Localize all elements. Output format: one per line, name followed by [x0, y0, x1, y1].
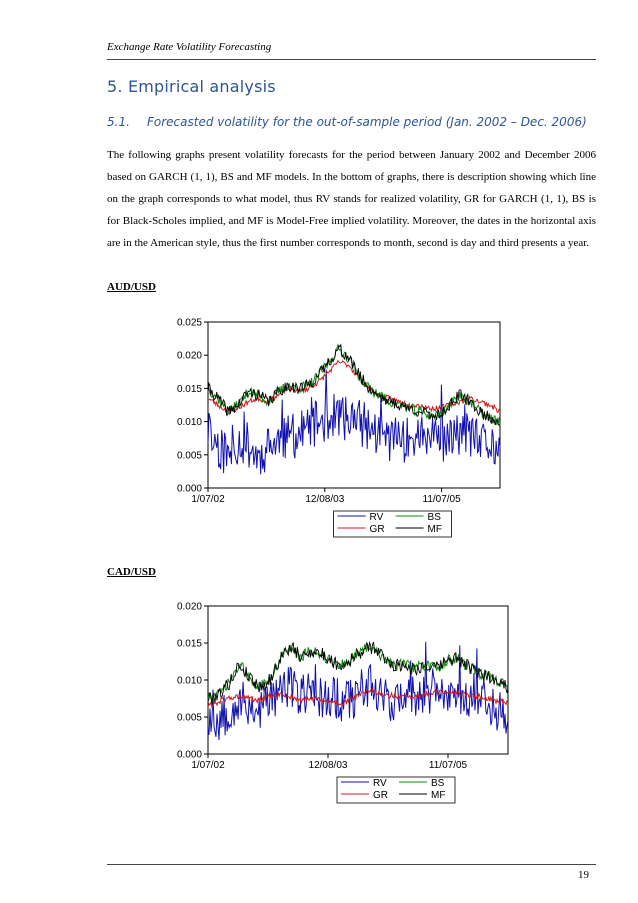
legend-label-mf: MF — [431, 790, 446, 801]
chart-heading-aud-usd: AUD/USD — [107, 281, 156, 293]
x-tick-label: 12/08/03 — [308, 760, 348, 771]
plot-frame — [208, 322, 500, 488]
x-tick-label: 11/07/05 — [422, 494, 461, 505]
series-line-rv — [208, 642, 508, 740]
legend-label-rv: RV — [369, 512, 384, 523]
subsection-title: Forecasted volatility for the out-of-sample period (Jan. 2002 – Dec. 2006) — [147, 115, 587, 129]
y-tick-label: 0.015 — [176, 638, 202, 650]
y-tick-label: 0.010 — [176, 417, 202, 429]
x-tick-label: 11/07/05 — [428, 760, 468, 771]
body-paragraph: The following graphs present volatility forecasts for the period between January 2002 and December 2006 based on GARCH (1, 1), BS and MF models. In the bottom of graphs, there is description showing which line on the graph corresponds to what model, thus RV stands for realized volatility, GR for GARCH (1, 1), BS is for Black-Scholes implied, and MF is Model-Free implied volatility. Moreover, the dates in the horizontal axis are in the American style, thus the first number corresponds to month, second is day and third presents a year. — [107, 149, 596, 249]
subsection-number: 5.1. — [107, 115, 130, 129]
aud-usd-chart — [160, 316, 520, 540]
y-tick-label: 0.015 — [176, 383, 202, 395]
series-line-rv — [208, 370, 500, 475]
x-tick-label: 12/08/03 — [305, 494, 345, 505]
legend-label-gr: GR — [369, 524, 385, 535]
header-rule — [107, 59, 596, 60]
legend-label-rv: RV — [373, 778, 387, 789]
y-tick-label: 0.025 — [176, 317, 202, 329]
subsection-heading — [107, 115, 587, 129]
section-title: 5. Empirical analysis — [107, 77, 276, 96]
legend-label-bs: BS — [427, 512, 441, 523]
chart-heading-cad-usd: CAD/USD — [107, 566, 156, 578]
y-tick-label: 0.020 — [176, 350, 202, 362]
y-tick-label: 0.000 — [176, 483, 202, 495]
page-number: 19 — [578, 869, 589, 881]
legend-label-gr: GR — [373, 790, 388, 801]
cad-usd-chart — [160, 600, 520, 805]
running-header: Exchange Rate Volatility Forecasting — [107, 41, 272, 53]
x-tick-label: 1/07/02 — [191, 760, 225, 771]
y-tick-label: 0.020 — [176, 601, 202, 613]
legend-label-mf: MF — [427, 524, 443, 535]
y-tick-label: 0.005 — [176, 712, 202, 724]
legend-label-bs: BS — [431, 778, 445, 789]
y-tick-label: 0.010 — [176, 675, 202, 687]
y-tick-label: 0.000 — [176, 749, 202, 761]
series-line-gr — [208, 361, 500, 413]
footer-rule — [107, 864, 596, 865]
x-tick-label: 1/07/02 — [191, 494, 225, 505]
y-tick-label: 0.005 — [176, 450, 202, 462]
